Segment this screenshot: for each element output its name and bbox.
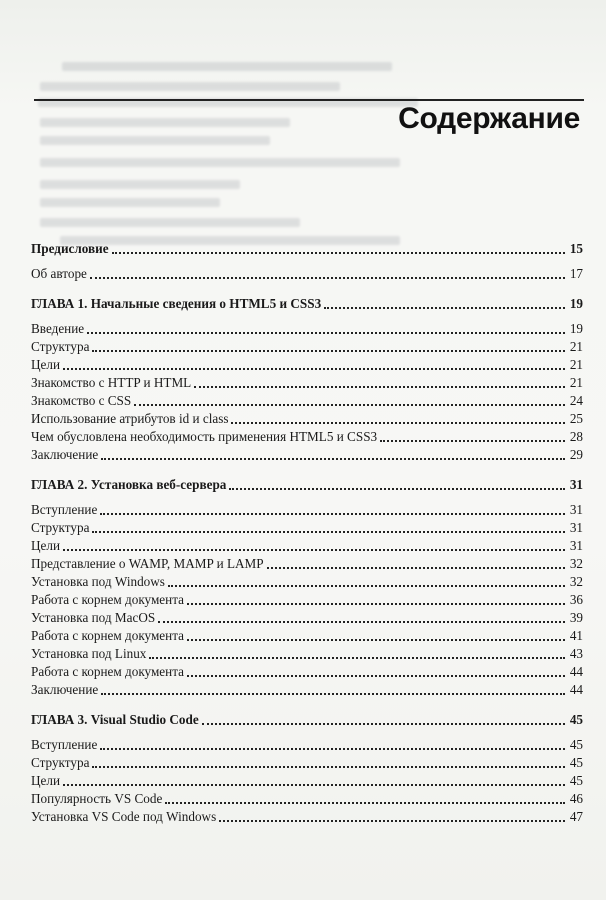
toc-page-number: 31 — [569, 477, 583, 492]
dot-leader — [380, 440, 565, 442]
toc-chapter-heading[interactable] — [31, 711, 583, 729]
dot-leader — [187, 603, 565, 605]
toc-entry-label: Структура — [31, 339, 90, 354]
dot-leader — [219, 820, 565, 822]
toc-entry-label: Вступление — [31, 737, 98, 752]
toc-page-number: 44 — [569, 664, 583, 679]
toc-page-number: 28 — [569, 429, 583, 444]
toc-chapter-heading[interactable] — [31, 295, 583, 313]
toc-item[interactable] — [31, 663, 583, 681]
dot-leader — [92, 531, 565, 533]
toc-entry-label: Предисловие — [31, 241, 109, 256]
toc-page-number: 17 — [569, 266, 583, 281]
toc-page-number: 45 — [569, 773, 583, 788]
table-of-contents — [31, 240, 583, 826]
toc-item[interactable] — [31, 790, 583, 808]
toc-item[interactable] — [31, 772, 583, 790]
toc-page-number: 31 — [569, 520, 583, 535]
toc-page-number: 19 — [569, 296, 583, 311]
toc-item[interactable] — [31, 736, 583, 754]
toc-item[interactable] — [31, 591, 583, 609]
header-rule — [34, 99, 584, 101]
dot-leader — [92, 350, 565, 352]
dot-leader — [90, 277, 565, 279]
toc-item[interactable] — [31, 428, 583, 446]
dot-leader — [187, 675, 565, 677]
toc-item[interactable] — [31, 681, 583, 699]
toc-page-number: 46 — [569, 791, 583, 806]
toc-item[interactable] — [31, 609, 583, 627]
toc-page-number: 44 — [569, 682, 583, 697]
page-title: Содержание — [398, 102, 580, 135]
dot-leader — [194, 386, 565, 388]
dot-leader — [231, 422, 565, 424]
dot-leader — [165, 802, 565, 804]
toc-chapter-heading[interactable] — [31, 476, 583, 494]
toc-page-number: 45 — [569, 712, 583, 727]
toc-page-number: 41 — [569, 628, 583, 643]
dot-leader — [63, 368, 565, 370]
toc-item[interactable] — [31, 519, 583, 537]
toc-entry-label: Чем обусловлена необходимость применения HTML5 и CSS3 — [31, 429, 378, 444]
dot-leader — [202, 723, 565, 725]
toc-entry-label: Введение — [31, 321, 85, 336]
toc-item[interactable] — [31, 392, 583, 410]
toc-entry-label: Заключение — [31, 447, 99, 462]
dot-leader — [324, 307, 565, 309]
toc-row-preface[interactable] — [31, 240, 583, 258]
toc-item[interactable] — [31, 627, 583, 645]
toc-page-number: 45 — [569, 755, 583, 770]
dot-leader — [112, 252, 565, 254]
toc-entry-label: Цели — [31, 357, 61, 372]
dot-leader — [168, 585, 565, 587]
toc-entry-label: Знакомство с CSS — [31, 393, 132, 408]
toc-item[interactable] — [31, 338, 583, 356]
toc-item[interactable] — [31, 537, 583, 555]
toc-entry-label: Структура — [31, 520, 90, 535]
toc-item[interactable] — [31, 645, 583, 663]
toc-page-number: 25 — [569, 411, 583, 426]
toc-item[interactable] — [31, 446, 583, 464]
toc-entry-label: Представление о WAMP, MAMP и LAMP — [31, 556, 264, 571]
toc-entry-label: Работа с корнем документа — [31, 664, 184, 679]
toc-page-number: 32 — [569, 574, 583, 589]
toc-entry-label: Установка VS Code под Windows — [31, 809, 217, 824]
dot-leader — [87, 332, 565, 334]
dot-leader — [101, 693, 565, 695]
toc-entry-label: Установка под Windows — [31, 574, 165, 589]
toc-item[interactable] — [31, 808, 583, 826]
toc-page-number: 32 — [569, 556, 583, 571]
dot-leader — [149, 657, 565, 659]
toc-page-number: 31 — [569, 538, 583, 553]
toc-page-number: 24 — [569, 393, 583, 408]
toc-entry-label: Популярность VS Code — [31, 791, 163, 806]
toc-item[interactable] — [31, 573, 583, 591]
toc-item[interactable] — [31, 356, 583, 374]
toc-page-number: 39 — [569, 610, 583, 625]
dot-leader — [134, 404, 565, 406]
toc-page-number: 19 — [569, 321, 583, 336]
toc-entry-label: ГЛАВА 2. Установка веб-сервера — [31, 477, 227, 492]
dot-leader — [101, 458, 565, 460]
toc-item[interactable] — [31, 320, 583, 338]
toc-row-about-author[interactable] — [31, 265, 583, 283]
toc-item[interactable] — [31, 374, 583, 392]
toc-entry-label: ГЛАВА 1. Начальные сведения о HTML5 и CSS3 — [31, 296, 322, 311]
dot-leader — [63, 549, 565, 551]
toc-entry-label: Об авторе — [31, 266, 87, 281]
toc-page-number: 29 — [569, 447, 583, 462]
toc-entry-label: Знакомство с HTTP и HTML — [31, 375, 192, 390]
toc-item[interactable] — [31, 754, 583, 772]
toc-page-number: 31 — [569, 502, 583, 517]
toc-entry-label: Установка под Linux — [31, 646, 147, 661]
toc-entry-label: Заключение — [31, 682, 99, 697]
toc-entry-label: Работа с корнем документа — [31, 628, 184, 643]
toc-page-number: 47 — [569, 809, 583, 824]
toc-page-number: 43 — [569, 646, 583, 661]
toc-entry-label: Использование атрибутов id и class — [31, 411, 229, 426]
dot-leader — [187, 639, 565, 641]
toc-page-number: 45 — [569, 737, 583, 752]
dot-leader — [92, 766, 565, 768]
toc-page-number: 21 — [569, 375, 583, 390]
dot-leader — [158, 621, 565, 623]
dot-leader — [267, 567, 565, 569]
dot-leader — [63, 784, 565, 786]
toc-page-number: 36 — [569, 592, 583, 607]
dot-leader — [100, 513, 565, 515]
toc-entry-label: Установка под MacOS — [31, 610, 156, 625]
toc-entry-label: Цели — [31, 538, 61, 553]
toc-entry-label: Цели — [31, 773, 61, 788]
toc-item[interactable] — [31, 555, 583, 573]
toc-item[interactable] — [31, 410, 583, 428]
toc-page-number: 21 — [569, 339, 583, 354]
toc-entry-label: Структура — [31, 755, 90, 770]
toc-entry-label: Работа с корнем документа — [31, 592, 184, 607]
toc-page-number: 15 — [569, 241, 583, 256]
dot-leader — [229, 488, 565, 490]
toc-entry-label: ГЛАВА 3. Visual Studio Code — [31, 712, 199, 727]
dot-leader — [100, 748, 565, 750]
toc-item[interactable] — [31, 501, 583, 519]
toc-entry-label: Вступление — [31, 502, 98, 517]
toc-page-number: 21 — [569, 357, 583, 372]
